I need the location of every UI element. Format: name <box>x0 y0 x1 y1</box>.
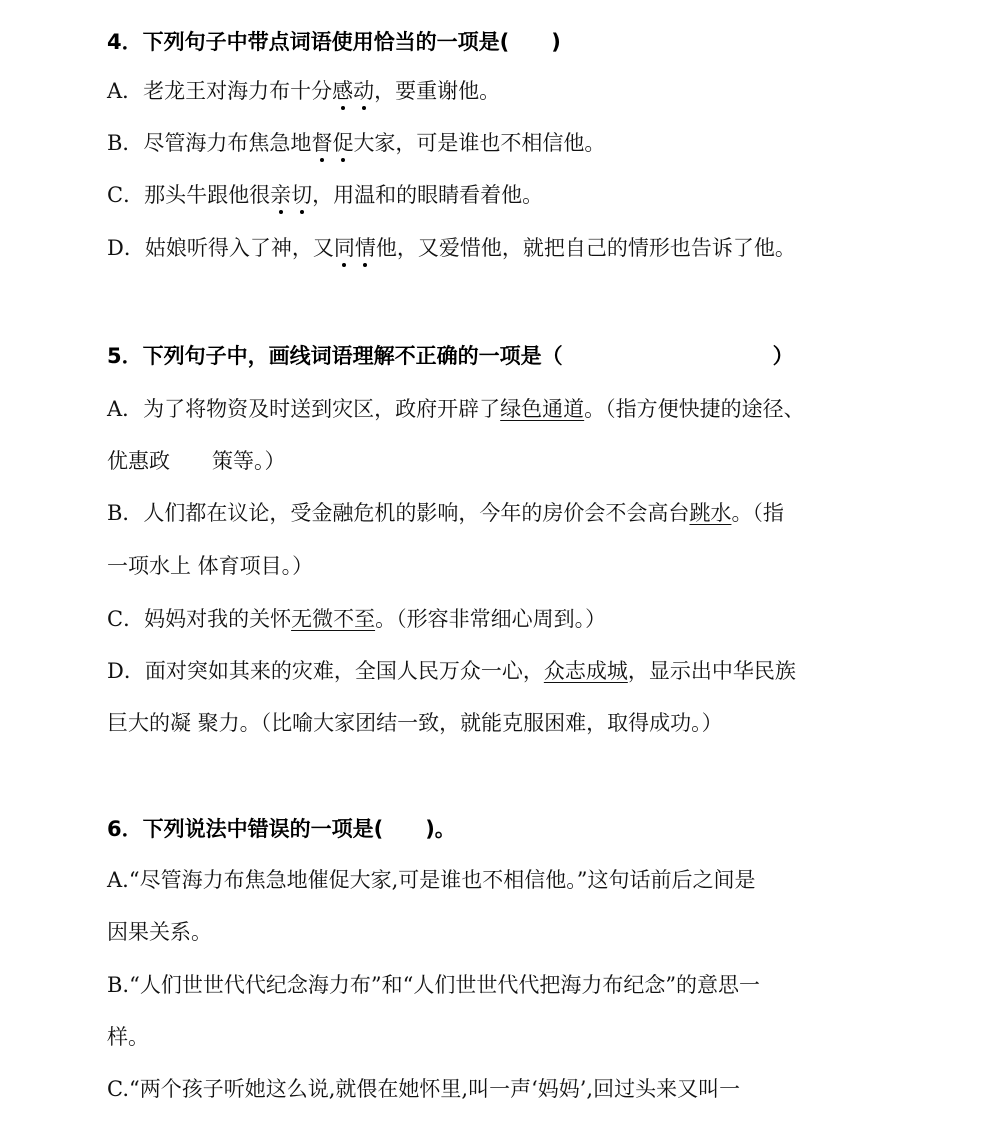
question-4-option-d: D．姑娘听得入了神，又同情他，又爱惜他，就把自己的情形也告诉了他。 <box>107 236 796 260</box>
underlined-phrase: 众志成城 <box>543 659 628 683</box>
question-5-option-d: D．面对突如其来的灾难，全国人民万众一心，众志成城，显示出中华民族 <box>107 659 796 683</box>
dotted-char: 同 <box>333 236 355 260</box>
question-6-option-a-cont: 因果关系。 <box>107 920 212 944</box>
question-4-option-a: A．老龙王对海力布十分感动，要重谢他。 <box>107 79 501 103</box>
question-5-option-b: B．人们都在议论，受金融危机的影响，今年的房价会不会高台跳水。（指 <box>107 501 784 525</box>
underlined-phrase: 绿色通道 <box>500 397 585 421</box>
dotted-char: 督 <box>311 131 333 155</box>
question-6-option-c: C.“两个孩子听她这么说,就偎在她怀里,叫一声‘妈妈’,回过头来又叫一 <box>107 1077 741 1101</box>
question-4-title: 4．下列句子中带点词语使用恰当的一项是( ) <box>107 30 561 54</box>
question-4-option-b: B．尽管海力布焦急地督促大家，可是谁也不相信他。 <box>107 131 606 155</box>
question-4-option-c: C．那头牛跟他很亲切，用温和的眼睛看着他。 <box>107 183 544 207</box>
question-5-option-a: A．为了将物资及时送到灾区，政府开辟了绿色通道。（指方便快捷的途径、 <box>107 397 805 421</box>
question-6-title: 6．下列说法中错误的一项是( )。 <box>107 817 456 841</box>
question-5-option-b-cont: 一项水上 体育项目。） <box>107 554 314 578</box>
question-6-option-b: B.“人们世世代代纪念海力布”和“人们世世代代把海力布纪念”的意思一 <box>107 973 761 997</box>
dotted-char: 感 <box>332 79 354 103</box>
question-6-option-a: A.“尽管海力布焦急地催促大家,可是谁也不相信他。”这句话前后之间是 <box>107 868 756 892</box>
dotted-char: 动 <box>353 79 375 103</box>
question-5-option-c: C．妈妈对我的关怀无微不至。（形容非常细心周到。） <box>107 607 607 631</box>
dotted-char: 亲 <box>270 183 292 207</box>
underlined-phrase: 无微不至 <box>291 607 376 631</box>
dotted-char: 情 <box>354 236 376 260</box>
question-5-option-d-cont: 巨大的凝 聚力。（比喻大家团结一致，就能克服困难，取得成功。） <box>107 711 723 735</box>
dotted-char: 促 <box>332 131 354 155</box>
underlined-phrase: 跳水 <box>689 501 732 525</box>
question-5-option-a-cont: 优惠政 策等。） <box>107 449 286 473</box>
question-5-title: 5．下列句子中，画线词语理解不正确的一项是（ ） <box>107 344 794 368</box>
question-6-option-b-cont: 样。 <box>107 1025 149 1049</box>
dotted-char: 切 <box>291 183 313 207</box>
